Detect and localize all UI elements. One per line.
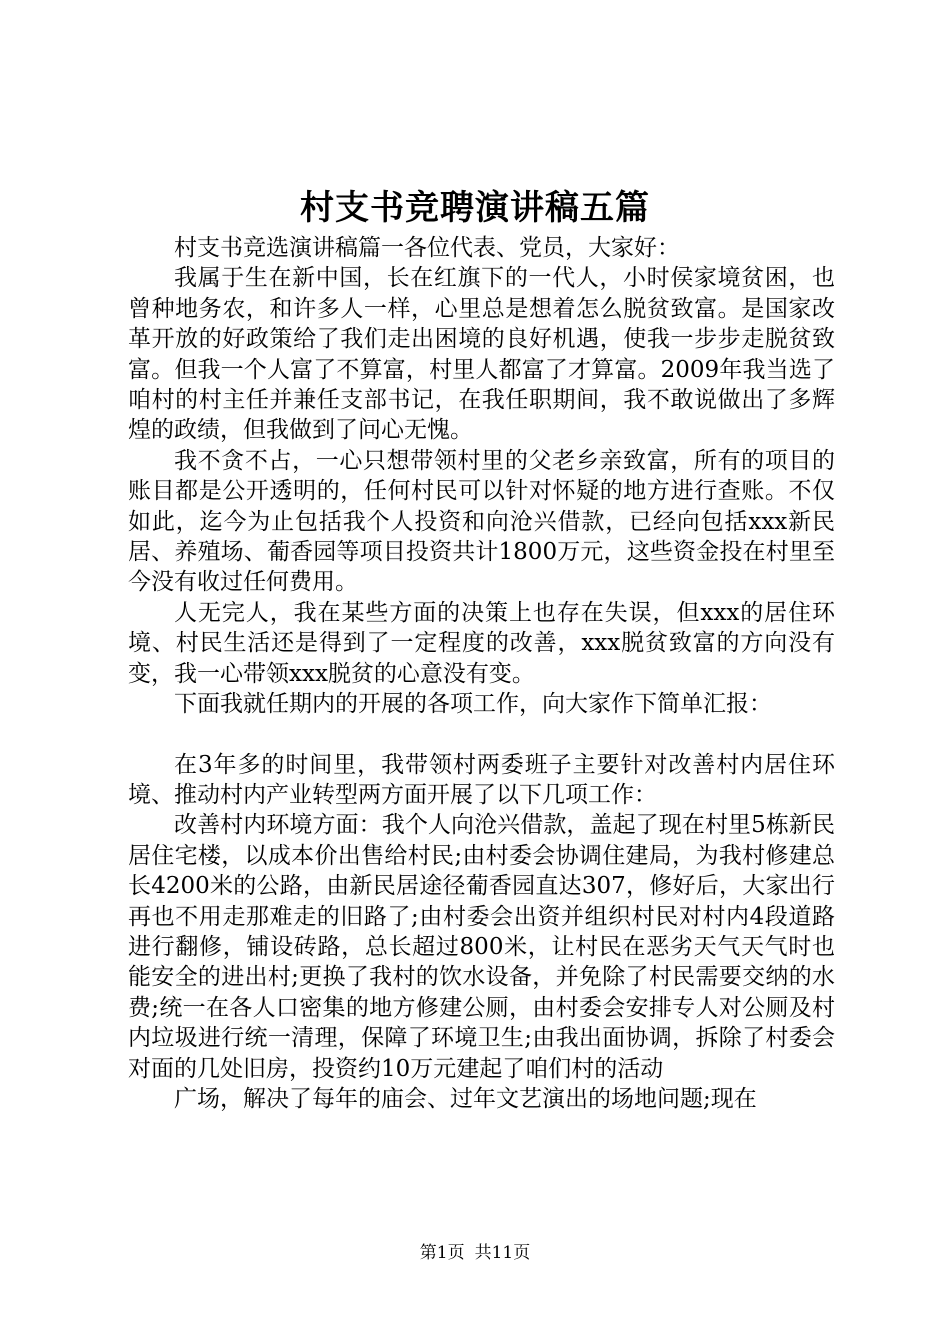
paragraph: 在3年多的时间里，我带领村两委班子主要针对改善村内居住环境、推动村内产业转型两方面开展了以下几项工作： (128, 751, 835, 808)
paragraph: 人无完人，我在某些方面的决策上也存在失误，但xxx的居住环境、村民生活还是得到了一定程度的改善，xxx脱贫致富的方向没有变，我一心带领xxx脱贫的心意没有变。 (128, 599, 835, 687)
page-footer (0, 1241, 950, 1265)
paragraph: 我不贪不占，一心只想带领村里的父老乡亲致富，所有的项目的账目都是公开透明的，任何村民可以针对怀疑的地方进行查账。不仅如此，迄今为止包括我个人投资和向沧兴借款，已经向包括xxx新民居、养殖场、葡香园等项目投资共计1800万元，这些资金投在村里至今没有收过任何费用。 (128, 447, 835, 596)
paragraph: 村支书竞选演讲稿篇一各位代表、党员，大家好： (174, 235, 680, 261)
document-title: 村支书竞聘演讲稿五篇 (300, 188, 650, 228)
paragraph: 下面我就任期内的开展的各项工作，向大家作下简单汇报： (174, 691, 772, 718)
paragraph: 改善村内环境方面：我个人向沧兴借款，盖起了现在村里5栋新民居住宅楼，以成本价出售给村民;由村委会协调住建局，为我村修建总长4200米的公路，由新民居途径葡香园直达307，修好后，大家出行再也不用走那难走的旧路了;由村委会出资并组织村民对村内4段道路进行翻修，铺设砖路，总长超过800米，让村民在恶劣天气天气时也能安全的进出村;更换了我村的饮水设备，并免除了村民需要交纳的水费;统一在各人口密集的地方修建公厕，由村委会安排专人对公厕及村内垃圾进行统一清理，保障了环境卫生;由我出面协调，拆除了村委会对面的几处旧房，投资约10万元建起了咱们村的活动 (128, 812, 835, 1082)
paragraph: 我属于生在新中国，长在红旗下的一代人，小时侯家境贫困，也曾种地务农，和许多人一样，心里总是想着怎么脱贫致富。是国家改革开放的好政策给了我们走出困境的良好机遇，使我一步步走脱贫致富。但我一个人富了不算富，村里人都富了才算富。2009年我当选了咱村的村主任并兼任支部书记，在我任职期间，我不敢说做出了多辉煌的政绩，但我做到了问心无愧。 (128, 265, 835, 444)
page-total: 共11页 (474, 1243, 531, 1263)
page-number: 第1页 (419, 1243, 465, 1263)
document-body (128, 233, 835, 1114)
paragraph: 广场，解决了每年的庙会、过年文艺演出的场地问题;现在 (174, 1085, 757, 1112)
